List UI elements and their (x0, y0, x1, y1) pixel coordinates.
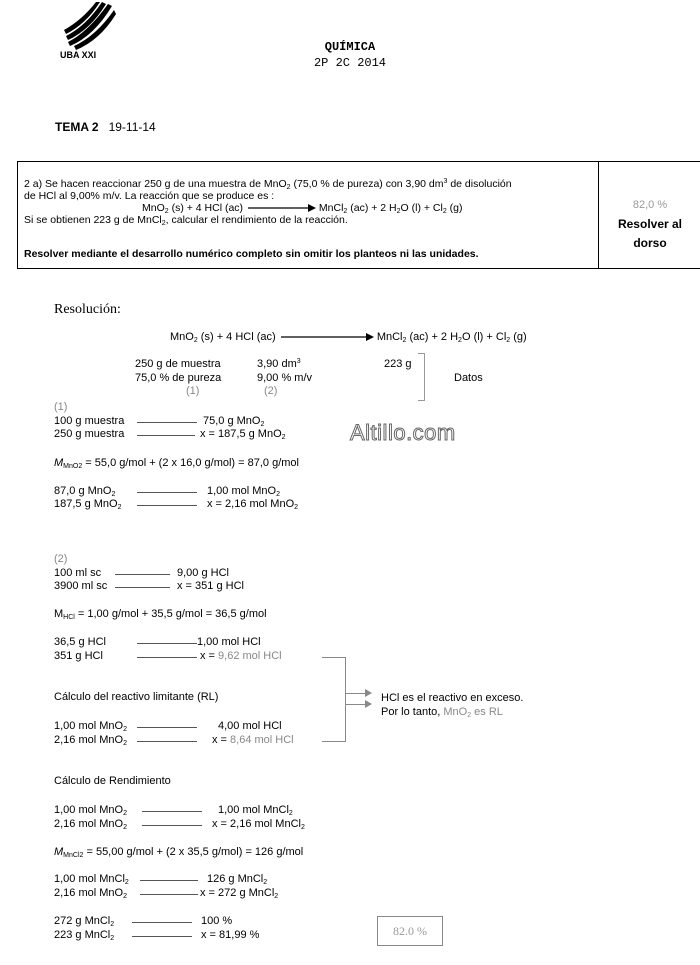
s1-row-a-left: 100 g muestra (54, 415, 125, 427)
rend-row-b-left: 2,16 mol MnO$_2$ (54, 818, 127, 831)
datos-concentration: 9,00 % m/v (257, 372, 313, 384)
datos-product: 223 g (384, 358, 412, 370)
connector-line (345, 657, 346, 742)
question-box-divider (598, 161, 599, 268)
rend-row-d-right: x = 272 g MnCl$_2$ (200, 887, 279, 900)
proportion-line (137, 435, 195, 436)
connector-line (322, 657, 345, 658)
tema-line (55, 120, 156, 134)
rend-row-e-left: 272 g MnCl$_2$ (54, 915, 115, 928)
proportion-line (137, 727, 197, 728)
page-title: QUÍMICA (324, 40, 376, 54)
question-text: 2 a) Se hacen reaccionar 250 g de una muestra de MnO$_2$ (75,0 % de pureza) con 3,90 $dm^3$ de disolución de HCl al 9,00% m/v. La reacción que se produce es : MnO$_2$ (s) + 4 HCl (ac) MnCl$_2$ (ac) + 2 $H_2O$ $(l) + Cl_2$ (g) Si se obtienen 223 g de MnCl$_2$, calcular el rendimiento de la reacción. (24, 178, 512, 227)
rend-row-c-right: 126 g MnCl$_2$ (207, 873, 268, 886)
s2-row-a-right: 9,00 g HCl (177, 567, 229, 579)
proportion-line (140, 894, 198, 895)
datos-note-2: (2) (264, 385, 278, 397)
s2-row-b-right: x = 351 g HCl (177, 580, 244, 592)
s2-row-b-left: 3900 ml sc (54, 580, 108, 592)
section-2-tag: (2) (54, 553, 68, 565)
resolver-note: Resolver al dorso (617, 217, 683, 250)
proportion-line (137, 741, 197, 742)
score-label: 82,0 % (632, 199, 668, 211)
rl-row-b-left: 2,16 mol MnO$_2$ (54, 734, 127, 747)
section-1-tag: (1) (54, 401, 68, 413)
s1-row-a-right: 75,0 g MnO$_2$ (203, 415, 265, 428)
s1-row-b-right: x = 187,5 g MnO$_2$ (200, 428, 286, 441)
rend-row-b-right: x = 2,16 mol MnCl$_2$ (212, 818, 305, 831)
rl-title: Cálculo del reactivo limitante (RL) (54, 691, 219, 703)
tema-label: TEMA 2 (55, 120, 99, 134)
datos-bracket (418, 353, 425, 401)
s1-row-b-left: 250 g muestra (54, 428, 125, 440)
datos-mass: 250 g de muestra (135, 358, 221, 370)
rl-row-b-right: x = 8,64 mol HCl (212, 734, 294, 746)
connector-line (322, 741, 345, 742)
rend-row-e-right: 100 % (201, 915, 233, 927)
connector-line (345, 704, 365, 705)
s1-row-c-right: 1,00 mol MnO$_2$ (207, 485, 280, 498)
rend-row-f-left: 223 g MnCl$_2$ (54, 929, 115, 942)
s1-row-c-left: 87,0 g MnO$_2$ (54, 485, 116, 498)
s2-row-c-left: 36,5 g HCl (54, 636, 106, 648)
rend-row-d-left: 2,16 mol MnO$_2$ (54, 887, 127, 900)
question-instruction: Resolver mediante el desarrollo numérico completo sin omitir los planteos ni las unidades. (24, 248, 479, 260)
rend-title: Cálculo de Rendimiento (54, 775, 171, 787)
rl-conclusion-1: HCl es el reactivo en exceso. (381, 692, 524, 704)
rl-row-a-right: 4,00 mol HCl (218, 720, 282, 732)
s1-row-d-left: 187,5 g MnO$_2$ (54, 498, 122, 511)
proportion-line (142, 825, 202, 826)
s1-row-d-right: x = 2,16 mol MnO$_2$ (207, 498, 299, 511)
logo-text: UBA XXI (60, 50, 97, 60)
resolution-title: Resolución: (54, 302, 121, 317)
proportion-line (137, 657, 197, 658)
watermark: Altillo.com (350, 420, 456, 445)
molar-mass-mncl2: $M_{MnCl2} = 55,00$ g/mol + (2 x 35,5 g/mol) = 126 g/mol (54, 846, 304, 859)
datos-purity: 75,0 % de pureza (135, 372, 222, 384)
rl-conclusion-2: Por lo tanto, MnO$_2$ es RL (381, 706, 503, 719)
s2-row-c-right: 1,00 mol HCl (197, 636, 261, 648)
datos-volume: 3,90 $dm^3$ (257, 358, 301, 370)
arrow-icon (365, 689, 372, 697)
molar-mass-mno2: $M_{MnO2} = 55,0$ g/mol + (2 x 16,0 g/mol) = 87,0 g/mol (54, 457, 299, 470)
resolution-reaction: MnO$_2$ (s) + 4 HCl (ac) MnCl$_2$ (ac) + 2 $H_2O$ $(l) + Cl_2$ (g) (170, 331, 527, 344)
question-reaction: MnO$_2$ (s) + 4 HCl (ac) MnCl$_2$ (ac) + 2 $H_2O$ $(l) + Cl_2$ (g) (142, 202, 463, 215)
rend-row-a-right: 1,00 mol MnCl$_2$ (218, 804, 293, 817)
rend-row-f-right: x = 81,99 % (201, 929, 260, 941)
s2-row-a-left: 100 ml sc (54, 567, 102, 579)
proportion-line (132, 922, 192, 923)
score-box-value: 82.0 % (393, 924, 427, 938)
molar-mass-hcl: $M_{HCl} = 1,00$ g/mol + 35,5 g/mol = 36,5 g/mol (54, 608, 267, 621)
proportion-line (142, 811, 202, 812)
proportion-line (137, 505, 197, 506)
datos-note-1: (1) (186, 385, 200, 397)
proportion-line (132, 936, 192, 937)
s2-row-d-right: x = 9,62 mol HCl (200, 650, 282, 662)
proportion-line (115, 574, 170, 575)
proportion-line (137, 492, 197, 493)
rend-row-a-left: 1,00 mol MnO$_2$ (54, 804, 127, 817)
proportion-line (140, 880, 198, 881)
s2-row-d-left: 351 g HCl (54, 650, 103, 662)
score-box (377, 916, 443, 946)
tema-date: 19-11-14 (108, 120, 156, 134)
proportion-line (137, 422, 197, 423)
proportion-line (115, 587, 170, 588)
reaction-arrow-icon (279, 333, 374, 341)
rl-row-a-left: 1,00 mol MnO$_2$ (54, 720, 127, 733)
page-subtitle: 2P 2C 2014 (313, 56, 386, 70)
rend-row-c-left: 1,00 mol MnCl$_2$ (54, 873, 129, 886)
datos-label: Datos (454, 372, 483, 384)
connector-line (345, 693, 365, 694)
reaction-arrow-icon (246, 204, 316, 212)
proportion-line (137, 643, 197, 644)
arrow-icon (365, 700, 372, 708)
